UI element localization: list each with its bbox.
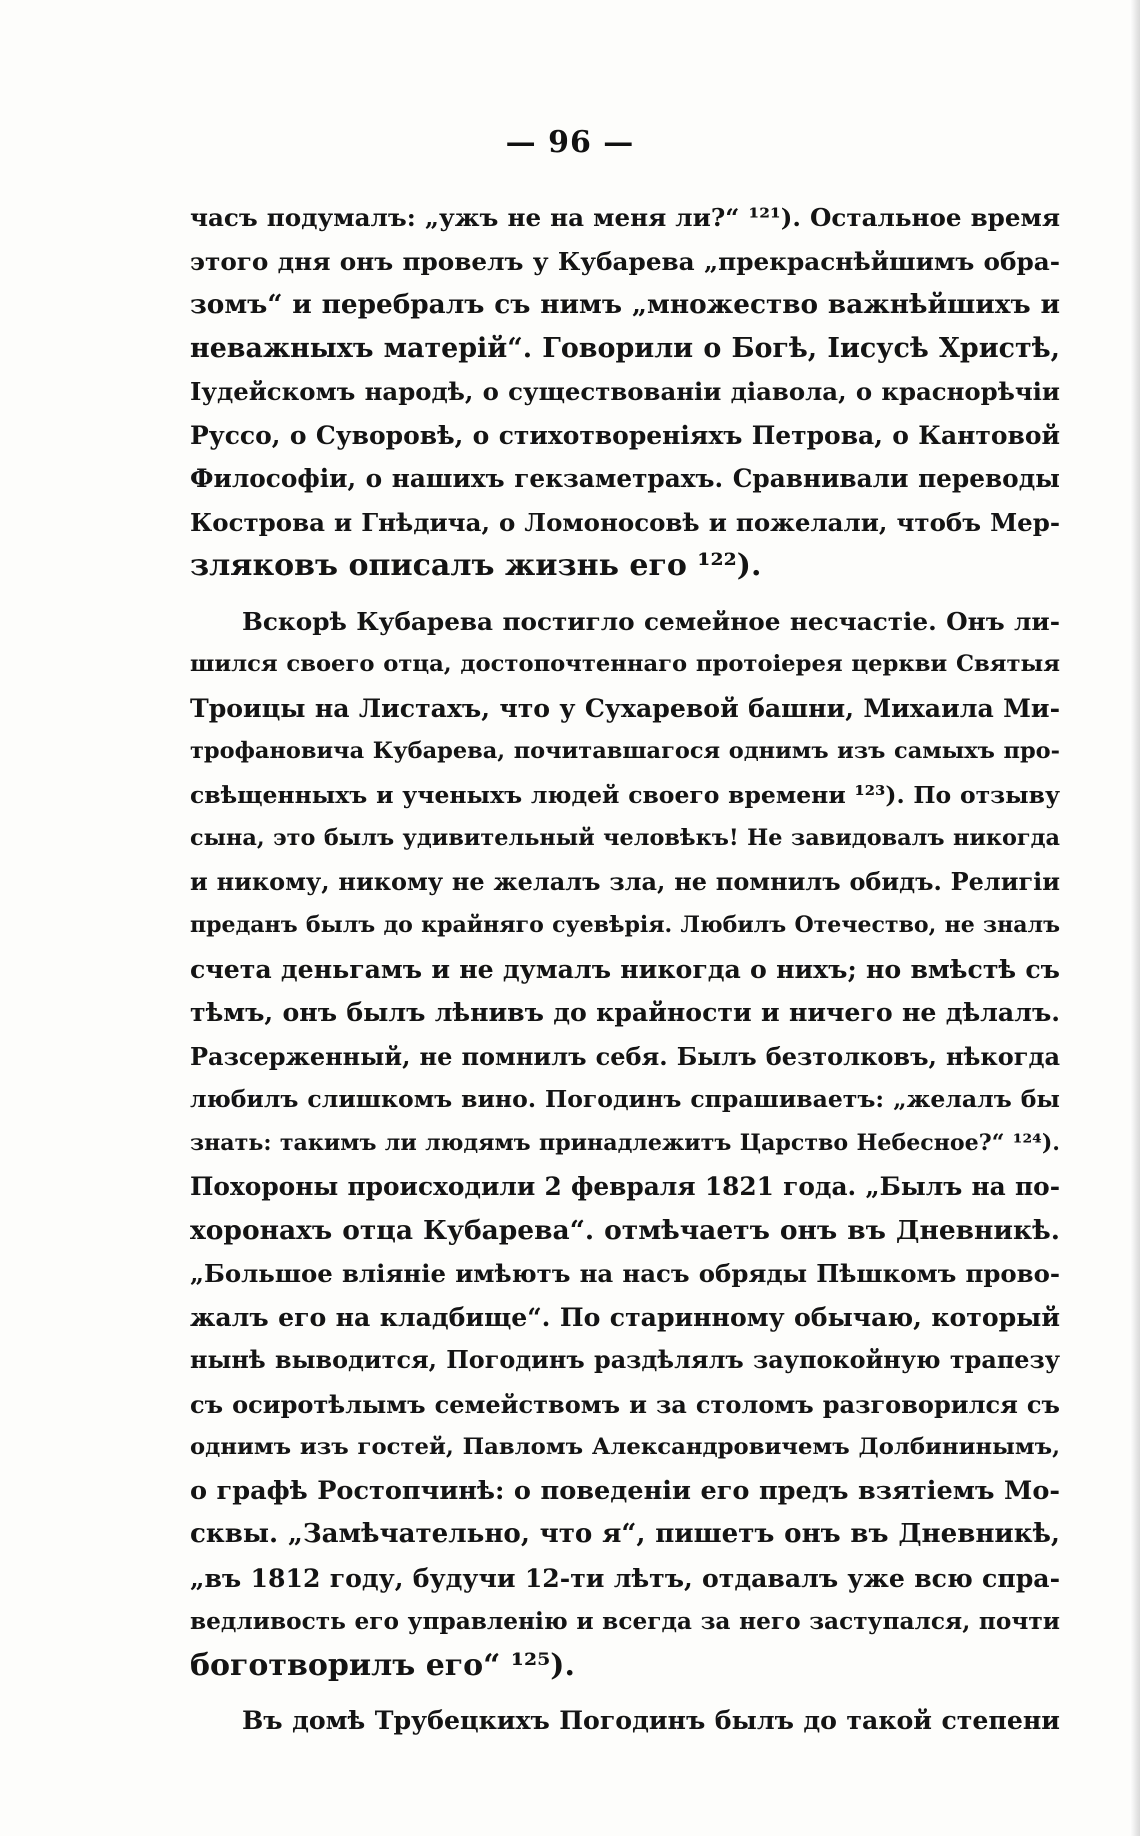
text-line: о графѣ Ростопчинѣ: о поведеніи его предъ взятіемъ Мо- — [190, 1475, 1060, 1506]
text-line: Философіи, о нашихъ гекзаметрахъ. Сравнивали переводы — [190, 464, 1060, 493]
paragraph-1 — [190, 196, 1060, 588]
text-line: сына, это былъ удивительный человѣкъ! Не завидовалъ никогда — [190, 825, 1060, 851]
paragraph-2 — [190, 600, 1060, 1688]
text-line: этого дня онъ провелъ у Кубарева „прекраснѣйшимъ обра- — [190, 246, 1060, 276]
text-line: нынѣ выводится, Погодинъ раздѣлялъ заупокойную трапезу — [190, 1346, 1060, 1374]
text-line: „въ 1812 году, будучи 12-ти лѣтъ, отдавалъ уже всю спра- — [190, 1562, 1060, 1593]
text-line: знать: такимъ ли людямъ принадлежитъ Царство Небесное?“ ¹²⁴). — [190, 1129, 1060, 1156]
text-line: сквы. „Замѣчательно, что я“, пишетъ онъ въ Дневникѣ, — [190, 1519, 1060, 1549]
paragraph-3 — [190, 1699, 1060, 1743]
text-line: любилъ слишкомъ вино. Погодинъ спрашиваетъ: „желалъ бы — [190, 1085, 1060, 1113]
text-line: тѣмъ, онъ былъ лѣнивъ до крайности и ничего не дѣлалъ. — [190, 997, 1060, 1027]
page-edge-shadow — [1130, 0, 1140, 1836]
text-line: Въ домѣ Трубецкихъ Погодинъ былъ до такой степени — [242, 1705, 1060, 1735]
text-line: счета деньгамъ и не думалъ никогда о нихъ; но вмѣстѣ съ — [190, 953, 1060, 984]
text-line: ведливость его управленію и всегда за него заступался, почти — [190, 1608, 1060, 1635]
text-line: зляковъ описалъ жизнь его ¹²²). — [190, 548, 762, 583]
text-line: неважныхъ матерій“. Говорили о Богѣ, Іисусѣ Христѣ, — [190, 332, 1060, 364]
text-line: однимъ изъ гостей, Павломъ Александровичемъ Долбининымъ, — [190, 1434, 1060, 1460]
text-line: Разсерженный, не помнилъ себя. Былъ безтолковъ, нѣкогда — [190, 1041, 1060, 1071]
paragraph-gap — [190, 1687, 1060, 1699]
text-line: Іудейскомъ народѣ, о существованіи діавола, о краснорѣчіи — [190, 377, 1060, 406]
text-line: „Большое вліяніе имѣютъ на насъ обряды Пѣшкомъ прово- — [190, 1259, 1060, 1288]
text-line: жалъ его на кладбище“. По старинному обычаю, который — [190, 1301, 1060, 1332]
text-line: Похороны происходили 2 февраля 1821 года. „Былъ на по- — [190, 1172, 1060, 1201]
text-line: трофановича Кубарева, почитавшагося однимъ изъ самыхъ про- — [190, 738, 1060, 764]
text-line: Троицы на Листахъ, что у Сухаревой башни, Михаила Ми- — [190, 692, 1060, 723]
text-line: и никому, никому не желалъ зла, не помнилъ обидъ. Религіи — [190, 867, 1060, 896]
text-line: свѣщенныхъ и ученыхъ людей своего времени ¹²³). По отзыву — [190, 780, 1060, 809]
text-line: зомъ“ и перебралъ съ нимъ „множество важнѣйшихъ и — [190, 289, 1060, 320]
page-number: — 96 — — [505, 125, 635, 160]
text-line: шился своего отца, достопочтеннаго протоіерея церкви Святыя — [190, 651, 1060, 677]
text-line: Кострова и Гнѣдича, о Ломоносовѣ и пожелали, чтобъ Мер- — [190, 507, 1060, 537]
text-line: Руссо, о Суворовѣ, о стихотвореніяхъ Петрова, о Кантовой — [190, 420, 1060, 450]
text-line: хоронахъ отца Кубарева“. отмѣчаетъ онъ въ Дневникѣ. — [190, 1214, 1060, 1246]
text-line: Вскорѣ Кубарева постигло семейное несчастіе. Онъ ли- — [242, 606, 1060, 636]
text-line: преданъ былъ до крайняго суевѣрія. Любилъ Отечество, не зналъ — [190, 912, 1060, 938]
text-line: боготворилъ его“ ¹²⁵). — [190, 1647, 575, 1683]
text-line: часъ подумалъ: „ужъ не на меня ли?“ ¹²¹). Остальное время — [190, 203, 1060, 232]
body-text — [190, 196, 1060, 1743]
text-line: съ осиротѣлымъ семействомъ и за столомъ разговорился съ — [190, 1389, 1060, 1419]
paragraph-gap — [190, 588, 1060, 600]
